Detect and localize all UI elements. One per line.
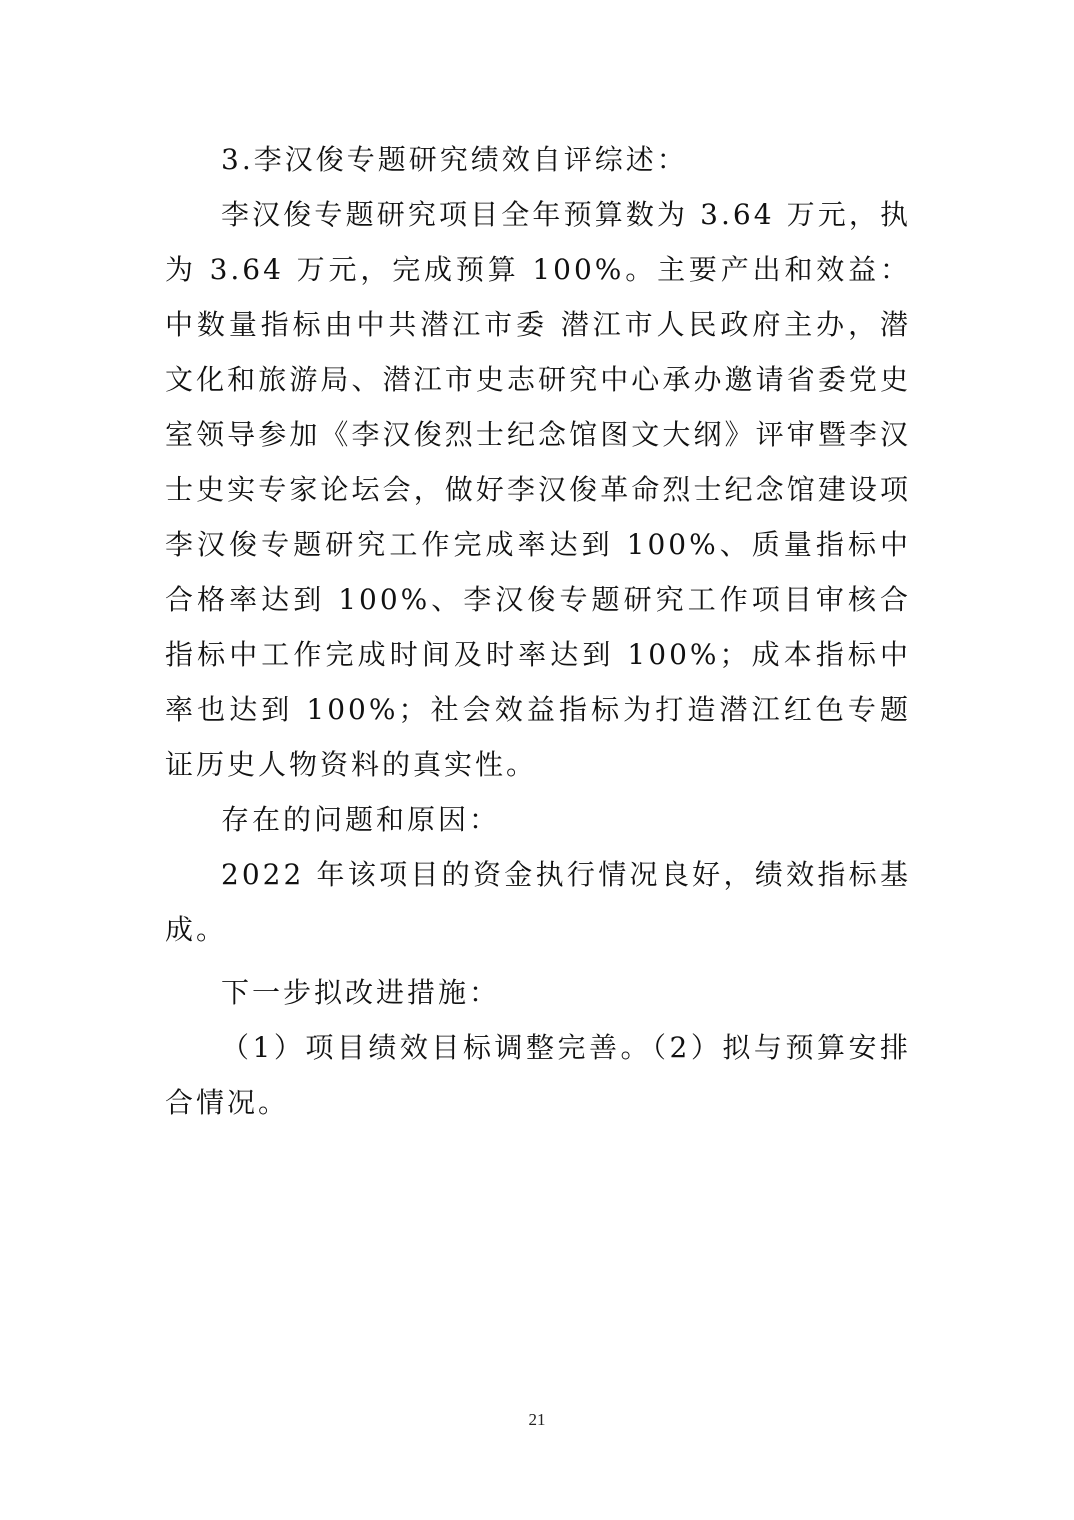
page-number: 21 [528, 1410, 546, 1429]
paragraph-line: （1）项目绩效目标调整完善。（2）拟与预算安排 [221, 1031, 911, 1064]
paragraph-line: 为 3.64 万元，完成预算 100%。主要产出和效益： [165, 253, 911, 286]
paragraph-line: 李汉俊专题研究工作完成率达到 100%、质量指标中 [165, 528, 911, 561]
paragraph-line: 合格率达到 100%、李汉俊专题研究工作项目审核合 [165, 583, 911, 616]
section-heading-next-steps: 下一步拟改进措施： [221, 976, 501, 1009]
summary-paragraph [165, 187, 911, 792]
paragraph-line: 2022 年该项目的资金执行情况良好，绩效指标基 [221, 858, 911, 891]
paragraph-line: 成。 [165, 913, 228, 946]
section-heading-summary: 3.李汉俊专题研究绩效自评综述： [221, 143, 688, 176]
paragraph-line: 合情况。 [165, 1086, 290, 1119]
paragraph-line: 证历史人物资料的真实性。 [165, 748, 538, 781]
next-steps-paragraph [165, 1020, 911, 1130]
paragraph-line: 中数量指标由中共潜江市委 潜江市人民政府主办，潜 [165, 308, 911, 341]
paragraph-line: 指标中工作完成时间及时率达到 100%；成本指标中 [165, 638, 911, 671]
paragraph-line: 文化和旅游局、潜江市史志研究中心承办邀请省委党史 [165, 363, 911, 396]
document-body [165, 132, 911, 1130]
problems-paragraph [165, 847, 911, 957]
paragraph-line: 率也达到 100%；社会效益指标为打造潜江红色专题 [165, 693, 911, 726]
section-heading-problems: 存在的问题和原因： [221, 803, 501, 836]
paragraph-line: 室领导参加《李汉俊烈士纪念馆图文大纲》评审暨李汉 [165, 418, 911, 451]
paragraph-line: 士史实专家论坛会，做好李汉俊革命烈士纪念馆建设项 [165, 473, 911, 506]
paragraph-line: 李汉俊专题研究项目全年预算数为 3.64 万元，执 [221, 198, 911, 231]
